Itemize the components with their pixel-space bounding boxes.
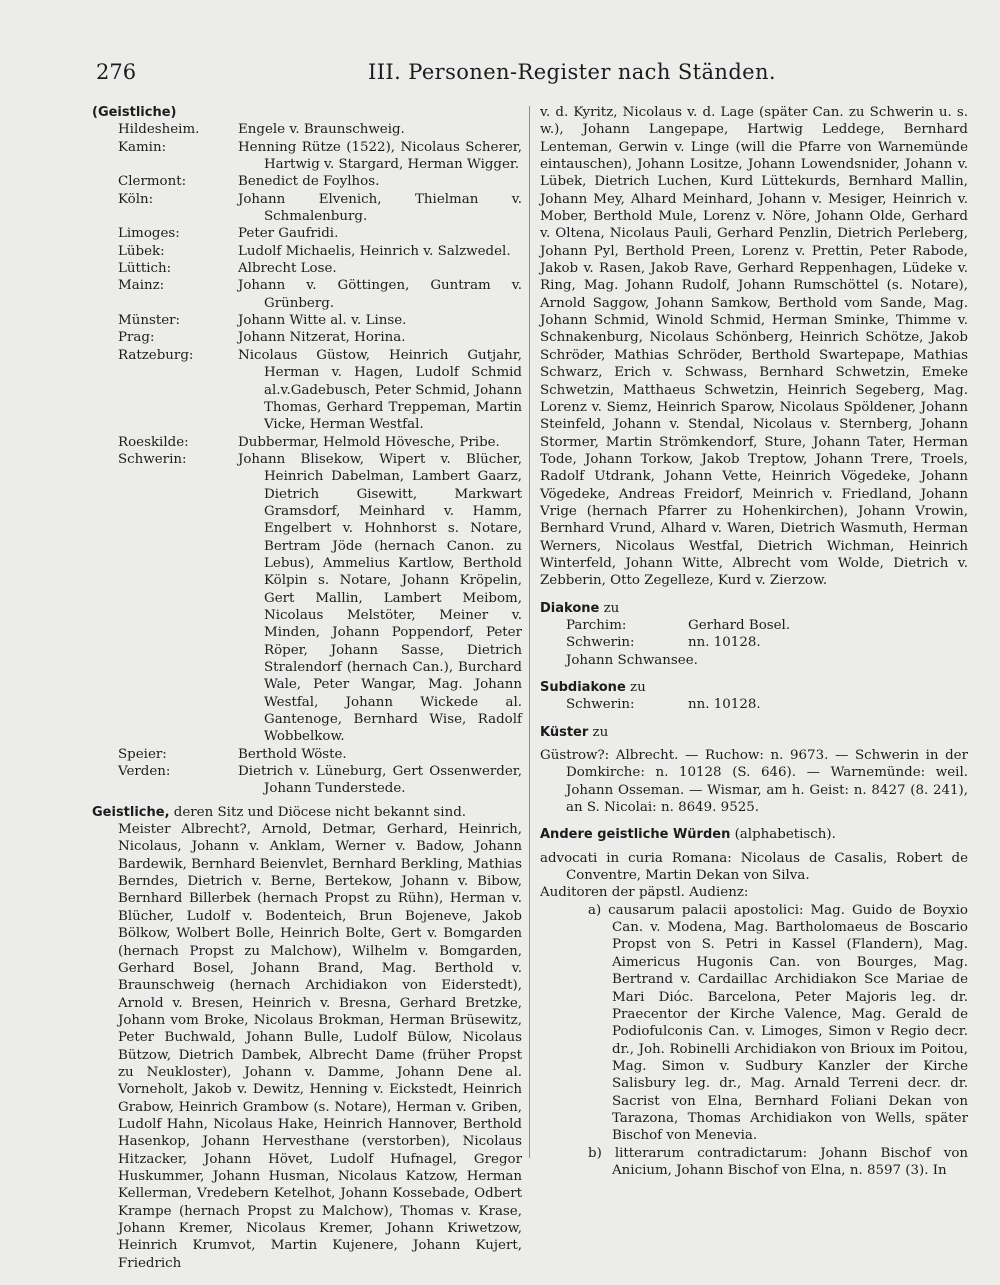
person-names: Gerhard Bosel. <box>688 617 791 633</box>
section-heading-geistliche: (Geistliche) <box>92 105 177 120</box>
section-heading-subdiakone: Subdiakone <box>540 680 626 695</box>
section-heading-andere: Andere geistliche Würden <box>540 827 731 843</box>
section-suffix: zu <box>588 724 609 740</box>
kuester-text: Güstrow?: Albrecht. — Ruchow: n. 9673. — Schwerin in der Domkirche: n. 10128 (S. 646). — Warnemünde: weil. Johann Osseman. — Wismar, am h. Geist: n. 8427 (8. 241), an S. Nicolai: n. 8649. 9525. <box>540 748 968 816</box>
auditoren-b: b) litterarum contradictarum: Johann Bischof von Anicium, Johann Bischof von Elna, n. 8597 (3). In <box>588 1145 968 1178</box>
place-name: Köln: <box>118 191 154 207</box>
advocati-entry: advocati in curia Romana: Nicolaus de Casalis, Robert de Conventre, Martin Dekan von Silva. <box>540 850 968 884</box>
kuester-heading-line <box>540 724 968 741</box>
entry-row <box>92 329 522 346</box>
section-heading-diakone: Diakone <box>540 600 600 616</box>
person-names: Albrecht Lose. <box>238 261 337 277</box>
entry-row <box>92 277 522 312</box>
diakone-heading-line <box>540 600 968 617</box>
section-suffix: zu <box>599 600 620 616</box>
section-suffix: zu <box>625 680 646 695</box>
spacer <box>540 590 968 600</box>
entry-row <box>92 746 522 763</box>
place-name: Münster: <box>118 313 181 329</box>
auditoren-entry: Auditoren der päpstl. Audienz: <box>540 885 749 901</box>
entry-row <box>92 347 522 434</box>
person-names: nn. 10128. <box>688 697 761 713</box>
place-name: Clermont: <box>118 174 187 190</box>
entry-row <box>92 191 522 226</box>
entry-row <box>92 434 522 451</box>
spacer <box>540 669 968 679</box>
section-heading-unknown: Geistliche, <box>92 804 170 820</box>
person-names: Peter Gaufridi. <box>238 226 339 242</box>
entry-row <box>540 696 968 713</box>
place-name: Limoges: <box>118 226 180 242</box>
unknown-clergy-list: Meister Albrecht?, Arnold, Detmar, Gerhard, Heinrich, Nicolaus, Johann v. Anklam, Werner v. Badow, Johann Bardewik, Bernhard Beienvlet, Bernhard Berkling, Mathias Berndes, Dietrich v. Berne, Bertekow, Johann v. Bibow, Bernhard Billerbek (hernach Propst zu Rühn), Herman v. Blücher, Ludolf v. Bodenteich, Brun Bojeneve, Jakob Bölkow, Wolbert Bolle, Heinrich Bolte, Gert v. Bomgarden (hernach Propst zu Malchow), Wilhelm v. Bomgarden, Gerhard Bosel, Johann Brand, Mag. Berthold v. Braunschweig (hernach Archidiakon von Eiderstedt), Arnold v. Bresen, Heinrich v. Bresna, Gerhard Bretzke, Johann vom Broke, Nicolaus Brokman, Herman Brüsewitz, Peter Buchwald, Johann Bulle, Ludolf Bülow, Nicolaus Bützow, Dietrich Dambek, Albrecht Dame (früher Propst zu Neukloster), Johann v. Damme, Johann Dene al. Vorneholt, Jakob v. Dewitz, Henning v. Eickstedt, Heinrich Grabow, Heinrich Grambow (s. Notare), Herman v. Griben, Ludolf Hahn, Nicolaus Hake, Heinrich Hannover, Berthold Hasenkop, Johann Hervesthane (verstorben), Nicolaus Hitzacker, Johann Hövet, Ludolf Hufnagel, Gregor Huskummer, Johann Husman, Nicolaus Katzow, Herman Kellerman, Vredebern Ketelhot, Johann Kossebade, Odbert Krampe (hernach Propst zu Malchow), Thomas v. Krase, Johann Kremer, Nicolaus Kremer, Johann Kriwetzow, Heinrich Krumvot, Martin Kujenere, Johann Kujert, Friedrich <box>118 822 523 1271</box>
place-name: Parchim: <box>566 617 627 633</box>
place-name: Schwerin: <box>118 451 187 467</box>
running-title: III. Personen-Register nach Ständen. <box>368 60 776 84</box>
place-name: Lüttich: <box>118 261 172 277</box>
entry-row <box>92 260 522 277</box>
person-names: Johann Elvenich, Thielman v. Schmalenburg. <box>238 191 522 225</box>
entry-row <box>92 451 522 746</box>
person-names: Johann Witte al. v. Linse. <box>238 313 407 329</box>
auditoren-a: a) causarum palacii apostolici: Mag. Guido de Boyxio Can. v. Modena, Mag. Bartholomaeus de Boscario Propst von S. Petri in Kassel (Flandern), Mag. Aimericus Hugonis Can. von Bourges, Mag. Bertrand v. Cardaillac Archidiakon Sce Mariae de Mari Dióc. Barcelona, Peter Majoris leg. dr. Praecentor der Kirche Valence, Mag. Gerald de Podiofulconis Can. v. Limoges, Simon v Regio decr. dr., Joh. Robinelli Archidiakon von Brioux im Poitou, Mag. Simon v. Sudbury Kanzler der Kirche Salisbury leg. dr., Mag. Arnald Terreni decr. dr. Sacrist von Elna, Bernhard Foliani Dekan von Tarazona, Thomas Archidiakon von Wells, später Bischof von Menevia. <box>588 902 968 1144</box>
place-name: Roeskilde: <box>118 434 189 450</box>
column-divider <box>529 106 530 1158</box>
place-name: Verden: <box>118 764 171 780</box>
place-name: Kamin: <box>118 139 167 155</box>
place-name: Prag: <box>118 330 155 346</box>
unknown-heading-line <box>92 804 522 821</box>
place-name: Speier: <box>118 746 167 762</box>
entry-row <box>92 763 522 798</box>
person-names: Ludolf Michaelis, Heinrich v. Salzwedel. <box>238 243 511 259</box>
place-name: Hildesheim. <box>118 122 200 138</box>
person-names: Johann v. Göttingen, Guntram v. Grünberg. <box>238 278 522 311</box>
section-suffix: (alphabetisch). <box>730 827 836 843</box>
person-names: Dubbermar, Helmold Hövesche, Pribe. <box>238 434 500 450</box>
spacer <box>540 816 968 826</box>
person-names: nn. 10128. <box>688 635 761 651</box>
entry-row <box>540 617 968 634</box>
person-names: Nicolaus Güstow, Heinrich Gutjahr, Herman v. Hagen, Ludolf Schmid al.v.Gadebusch, Peter Schmid, Johann Thomas, Gerhard Treppeman, Martin Vicke, Herman Westfal. <box>238 347 522 433</box>
place-name: Lübek: <box>118 243 165 259</box>
page-number: 276 <box>96 60 137 84</box>
subdiakone-heading-line <box>540 679 968 696</box>
right-column <box>540 104 968 1179</box>
entry-row <box>92 139 522 174</box>
spacer <box>540 714 968 724</box>
section-heading-kuester: Küster <box>540 724 589 740</box>
entry-row <box>92 312 522 329</box>
person-names: Johann Nitzerat, Horina. <box>238 330 406 346</box>
left-column <box>92 104 522 1272</box>
place-name: Ratzeburg: <box>118 347 194 363</box>
geistliche-entries <box>92 121 522 797</box>
person-names-extra: Johann Schwansee. <box>566 652 698 668</box>
entry-row <box>92 121 522 138</box>
place-name: Mainz: <box>118 278 165 294</box>
place-name: Schwerin: <box>566 697 635 713</box>
entry-row <box>92 173 522 190</box>
entry-row <box>92 225 522 242</box>
place-name: Schwerin: <box>566 635 635 651</box>
continuation-list: v. d. Kyritz, Nicolaus v. d. Lage (später Can. zu Schwerin u. s. w.), Johann Langepape, Hartwig Leddege, Bernhard Lenteman, Gerwin v. Linge (will die Pfarre von Warnemünde eintauschen), Johann Lositze, Johann Lowendsnider, Johann v. Lübek, Dietrich Luchen, Kurd Lüttekurds, Bernhard Mallin, Johann Mey, Alhard Meinhard, Johann v. Mesiger, Heinrich v. Mober, Berthold Mule, Lorenz v. Nöre, Johann Olde, Gerhard v. Oltena, Nicolaus Pauli, Gerhard Penzlin, Dietrich Perleberg, Johann Pyl, Berthold Preen, Lorenz v. Prettin, Peter Rabode, Jakob v. Rasen, Jakob Rave, Gerhard Reppenhagen, Lüdeke v. Ring, Mag. Johann Rudolf, Johann Rumschöttel (s. Notare), Arnold Saggow, Johann Samkow, Berthold vom Sande, Mag. Johann Schmid, Winold Schmid, Herman Sminke, Thimme v. Schnakenburg, Nicolaus Schönberg, Heinrich Schötze, Jakob Schröder, Mathias Schröder, Berthold Swartepape, Mathias Schwarz, Erich v. Schwass, Bernhard Schwetzin, Emeke Schwetzin, Matthaeus Schwetzin, Heinrich Segeberg, Mag. Lorenz v. Siemz, Heinrich Sparow, Nicolaus Spöldener, Johann Steinfeld, Johann v. Stendal, Nicolaus v. Sternberg, Johann Stormer, Martin Strömkendorf, Sture, Johann Tater, Herman Tode, Johann Torkow, Jakob Treptow, Johann Trere, Troels, Radolf Utdrank, Johann Vette, Heinrich Vögedeke, Johann Vögedeke, Andreas Freidorf, Meinrich v. Friedland, Johann Vrige (hernach Pfarrer zu Hohenkirchen), Johann Vrowin, Bernhard Vrund, Alhard v. Waren, Dietrich Wasmuth, Herman Werners, Nicolaus Westfal, Dietrich Wichman, Heinrich Winterfeld, Johann Witte, Albrecht vom Wolde, Dietrich v. Zebberin, Otto Zegelleze, Kurd v. Zierzow. <box>540 105 968 589</box>
entry-row <box>92 243 522 260</box>
andere-heading-line <box>540 826 968 843</box>
person-names: Benedict de Foylhos. <box>238 174 380 190</box>
person-names: Henning Rütze (1522), Nicolaus Scherer, Hartwig v. Stargard, Herman Wigger. <box>238 139 522 173</box>
entry-row <box>540 634 968 651</box>
person-names: Dietrich v. Lüneburg, Gert Ossenwerder, Johann Tunderstede. <box>238 764 522 797</box>
person-names: Engele v. Braunschweig. <box>238 122 405 138</box>
section-heading-unknown-rest: deren Sitz und Diöcese nicht bekannt sind. <box>169 804 467 820</box>
person-names: Johann Blisekow, Wipert v. Blücher, Heinrich Dabelman, Lambert Gaarz, Dietrich Gisewitt, Markwart Gramsdorf, Meinhard v. Hamm, Engelbert v. Hohnhorst s. Notare, Bertram Jöde (hernach Canon. zu Lebus), Ammelius Kartlow, Berthold Kölpin s. Notare, Johann Kröpelin, Gert Mallin, Lambert Meibom, Nicolaus Melstöter, Meiner v. Minden, Johann Poppendorf, Peter Röper, Johann Sasse, Dietrich Stralendorf (hernach Can.), Burchard Wale, Peter Wangar, Mag. Johann Westfal, Johann Wickede al. Gantenoge, Bernhard Wise, Radolf Wobbelkow. <box>238 451 522 745</box>
person-names: Berthold Wöste. <box>238 746 347 762</box>
